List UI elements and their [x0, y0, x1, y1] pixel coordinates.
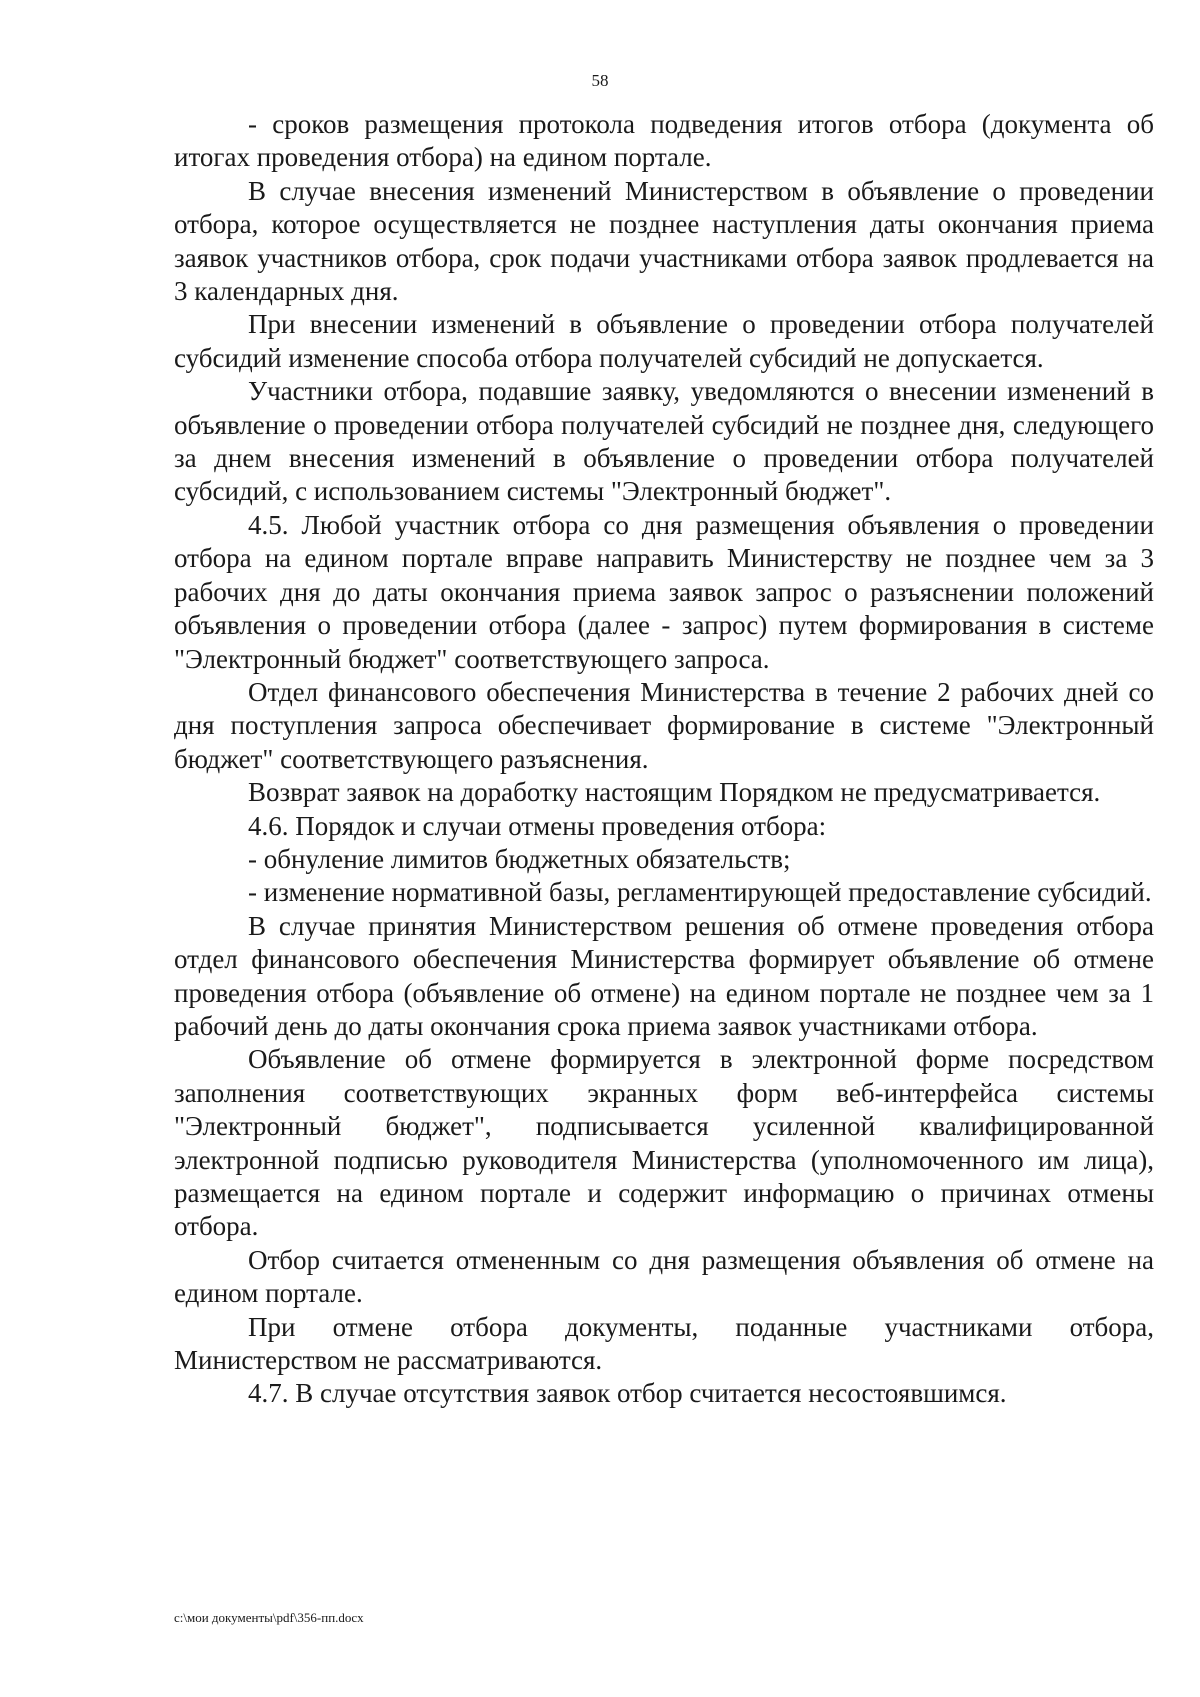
paragraph: - обнуление лимитов бюджетных обязательств; — [248, 843, 791, 874]
paragraph: 4.5. Любой участник отбора со дня размещения объявления о проведении отбора на едином портале вправе направить Министерству не позднее чем за 3 рабочих дня до даты окончания приема заявок запрос о разъяснении положений объявления о проведении отбора (далее - запрос) путем формирования в системе "Электронный бюджет" соответствующего запроса. — [174, 509, 1154, 674]
paragraph: 4.7. В случае отсутствия заявок отбор считается несостоявшимся. — [248, 1378, 1007, 1409]
paragraph: В случае внесения изменений Министерством в объявление о проведении отбора, которое осуществляется не позднее наступления даты окончания приема заявок участников отбора, срок подачи участниками отбора заявок продлевается на 3 календарных дня. — [174, 175, 1154, 307]
paragraph: При отмене отбора документы, поданные участниками отбора, Министерством не рассматриваются. — [174, 1311, 1154, 1376]
paragraph: При внесении изменений в объявление о проведении отбора получателей субсидий изменение способа отбора получателей субсидий не допускается. — [174, 309, 1154, 373]
paragraph: Участники отбора, подавшие заявку, уведомляются о внесении изменений в объявление о проведении отбора получателей субсидий не позднее дня, следующего за днем внесения изменений в объявление о проведении отбора получателей субсидий, с использованием системы "Электронный бюджет". — [174, 376, 1154, 507]
footer-file-path: c:\мои документы\pdf\356-пп.docx — [174, 1610, 364, 1625]
paragraph: Отбор считается отмененным со дня размещения объявления об отмене на едином портале. — [174, 1244, 1154, 1309]
paragraph: Возврат заявок на доработку настоящим Порядком не предусматривается. — [248, 777, 1101, 808]
paragraph: - сроков размещения протокола подведения итогов отбора (документа об итогах проведения отбора) на едином портале. — [174, 109, 1154, 173]
paragraph: Отдел финансового обеспечения Министерства в течение 2 рабочих дней со дня поступления запроса обеспечивает формирование в системе "Электронный бюджет" соответствующего разъяснения. — [174, 676, 1154, 774]
paragraph: Объявление об отмене формируется в электронной форме посредством заполнения соответствующих экранных форм веб-интерфейса системы "Электронный бюджет", подписывается усиленной квалифицированной электронной подписью руководителя Министерства (уполномоченного им лица), размещается на едином портале и содержит информацию о причинах отмены отбора. — [174, 1044, 1154, 1242]
document-body — [174, 108, 1154, 1411]
page-number: 58 — [591, 71, 609, 90]
paragraph: - изменение нормативной базы, регламентирующей предоставление субсидий. — [248, 877, 1152, 908]
paragraph: 4.6. Порядок и случаи отмены проведения отбора: — [248, 810, 827, 841]
paragraph: В случае принятия Министерством решения об отмене проведения отбора отдел финансового обеспечения Министерства формирует объявление об отмене проведения отбора (объявление об отмене) на едином портале не позднее чем за 1 рабочий день до даты окончания срока приема заявок участниками отбора. — [174, 910, 1154, 1041]
